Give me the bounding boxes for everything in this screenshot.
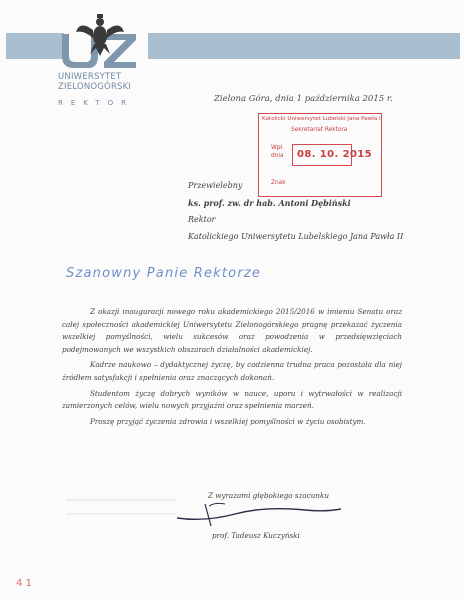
page-mark: 4 1 — [16, 578, 32, 589]
closing-phrase: Z wyrazami głębokiego szacunku — [208, 491, 329, 500]
stamp-office: Sekretariat Rektora — [291, 127, 348, 133]
stamp-received-label — [271, 144, 284, 160]
university-name-line2: ZIELONOGÓRSKI — [58, 82, 132, 92]
stamp-institution: Katolicki Uniwersytet Lubelski Jana Pawła II — [262, 116, 383, 122]
stamp-received-label-1: Wpł. — [271, 145, 284, 151]
header-band-left — [6, 33, 64, 59]
body-paragraph-1: Z okazji inauguracji nowego roku akademickiego 2015/2016 w imieniu Senatu oraz całej społeczności akademickiej Uniwersytetu Zielonogórskiego pragnę przekazać życzenia wszelkiej pomyślności, wielu sukcesów oraz powodzenia w przedsięwzięciach podejmowanych we wszystkich obszarach działalności akademickiej. — [62, 307, 402, 354]
date-line: Zielona Góra, dnia 1 października 2015 r. — [214, 94, 393, 104]
stamp-date-box — [292, 144, 373, 166]
letter-body — [62, 306, 402, 431]
university-name-line1: UNIWERSYTET — [58, 72, 122, 82]
body-paragraph-2: Kadrze naukowo – dydaktycznej życzę, by codzienna trudna praca pozostała dla niej źródłem satysfakcji i spełnienia oraz znaczących dokonań. — [62, 360, 402, 382]
stamp-reference-label: Znak — [271, 180, 286, 186]
header-band-right — [148, 33, 460, 59]
addressee-name: ks. prof. zw. dr hab. Antoni Dębiński — [188, 198, 351, 208]
received-stamp — [258, 113, 382, 197]
body-paragraph-3: Studentom życzę dobrych wyników w nauce, uporu i wytrwałości w realizacji zamierzonych celów, wielu nowych przyjaźni oraz spełnienia marzeń. — [62, 388, 402, 411]
handwritten-salutation: Szanowny Panie Rektorze — [66, 266, 262, 281]
stamp-received-date: 08. 10. 2015 — [297, 149, 373, 160]
addressee-line1: Przewielebny — [188, 181, 243, 190]
eagle-crest-icon — [58, 12, 142, 78]
stamp-received-label-2: dnia — [271, 153, 284, 159]
university-name — [58, 72, 158, 92]
body-paragraph-4: Proszę przyjąć życzenia zdrowia i wszelkiej pomyślności w życiu osobistym. — [90, 416, 366, 426]
faint-background-lines — [66, 492, 186, 532]
handwritten-signature — [175, 500, 345, 530]
signatory-name: prof. Tadeusz Kuczyński — [212, 531, 300, 540]
office-title: REKTOR — [58, 99, 134, 107]
addressee-title: Rektor — [188, 215, 216, 224]
addressee-institution: Katolickiego Uniwersytetu Lubelskiego Jana Pawła II — [188, 232, 404, 241]
